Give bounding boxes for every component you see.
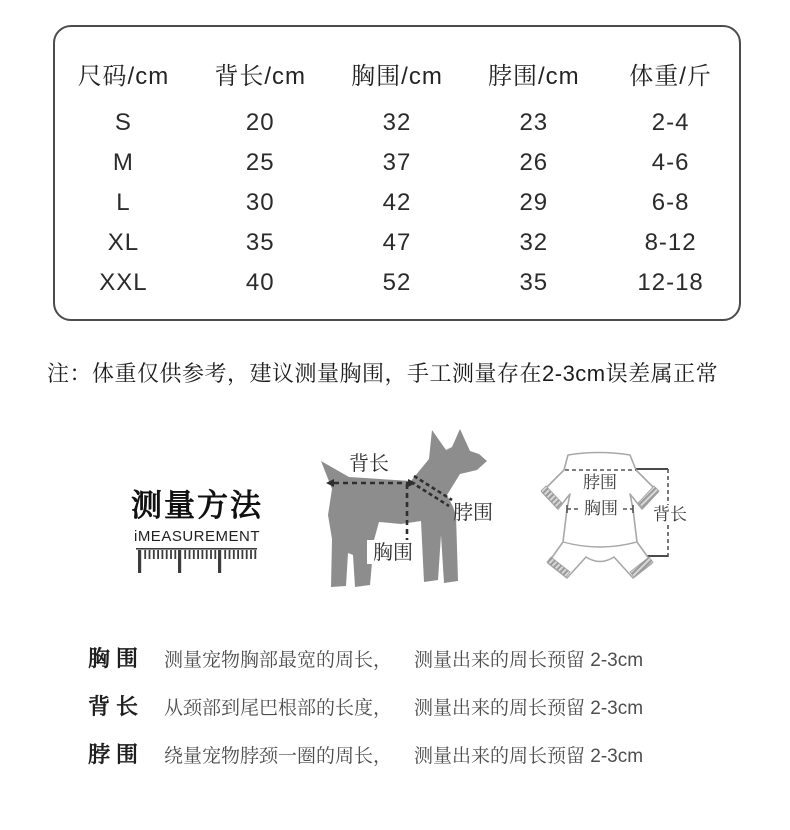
dog-back-label: 背长 <box>349 453 389 475</box>
cell: 42 <box>382 189 412 216</box>
cell: 32 <box>519 229 549 256</box>
dog-measure-diagram <box>303 423 518 598</box>
measure-method-title: 测量方法 <box>131 488 263 523</box>
definition-row-back <box>88 690 728 721</box>
definition-note: 测量出来的周长预留 2-3cm <box>414 698 644 719</box>
cell: 35 <box>245 229 275 256</box>
definition-note: 测量出来的周长预留 2-3cm <box>414 746 644 767</box>
cell: 26 <box>519 149 549 176</box>
garment-chest-label: 胸围 <box>584 499 618 518</box>
cell: 40 <box>245 269 275 296</box>
table-row <box>55 223 739 263</box>
cell: 30 <box>245 189 275 216</box>
cell: 35 <box>519 269 549 296</box>
definition-term: 背长 <box>88 694 145 719</box>
cell: 25 <box>245 149 275 176</box>
table-row <box>55 263 739 303</box>
measure-method-block <box>122 480 272 580</box>
cell: 23 <box>519 109 549 136</box>
cell: 20 <box>245 109 275 136</box>
measure-method-subtitle: iMEASUREMENT <box>133 528 260 545</box>
table-row <box>55 143 739 183</box>
size-table <box>53 25 741 321</box>
definition-desc: 绕量宠物脖颈一圈的周长， <box>164 746 393 767</box>
cell: XXL <box>99 269 148 296</box>
column-header-back: 背长/cm <box>214 62 307 90</box>
column-header-weight: 体重/斤 <box>629 62 712 90</box>
definition-note: 测量出来的周长预留 2-3cm <box>414 650 644 671</box>
cell: 47 <box>382 229 412 256</box>
garment-back-label: 背长 <box>653 505 687 524</box>
cell: 6-8 <box>651 189 690 216</box>
cell: 4-6 <box>651 149 690 176</box>
garment-measure-diagram <box>520 430 740 600</box>
cell: 52 <box>382 269 412 296</box>
definition-row-chest <box>88 642 728 673</box>
size-table-grid <box>55 43 739 303</box>
cell: 37 <box>382 149 412 176</box>
definition-row-neck <box>88 738 728 769</box>
column-header-neck: 脖围/cm <box>487 62 580 90</box>
cell: 2-4 <box>651 109 690 136</box>
table-row <box>55 183 739 223</box>
cell: M <box>112 149 134 176</box>
table-row <box>55 103 739 143</box>
measurement-definitions <box>88 642 728 786</box>
definition-term: 胸围 <box>88 646 145 671</box>
garment-neck-label: 脖围 <box>583 473 617 492</box>
definition-term: 脖围 <box>88 742 145 767</box>
dog-chest-label: 胸围 <box>373 542 413 564</box>
cell: 29 <box>519 189 549 216</box>
ruler-icon <box>136 548 258 575</box>
column-header-chest: 胸围/cm <box>351 62 443 90</box>
dog-neck-label: 脖围 <box>453 502 493 524</box>
definition-desc: 测量宠物胸部最宽的周长， <box>164 650 393 671</box>
table-header-row <box>55 43 739 103</box>
cell: S <box>114 109 132 136</box>
cell: 8-12 <box>644 229 697 256</box>
disclaimer-note: 注：体重仅供参考，建议测量胸围，手工测量存在2-3cm误差属正常 <box>47 361 719 386</box>
column-header-size: 尺码/cm <box>77 62 170 90</box>
cell: 32 <box>382 109 412 136</box>
definition-desc: 从颈部到尾巴根部的长度， <box>164 698 393 719</box>
cell: 12-18 <box>637 269 704 296</box>
cell: L <box>116 189 131 216</box>
cell: XL <box>107 229 140 256</box>
